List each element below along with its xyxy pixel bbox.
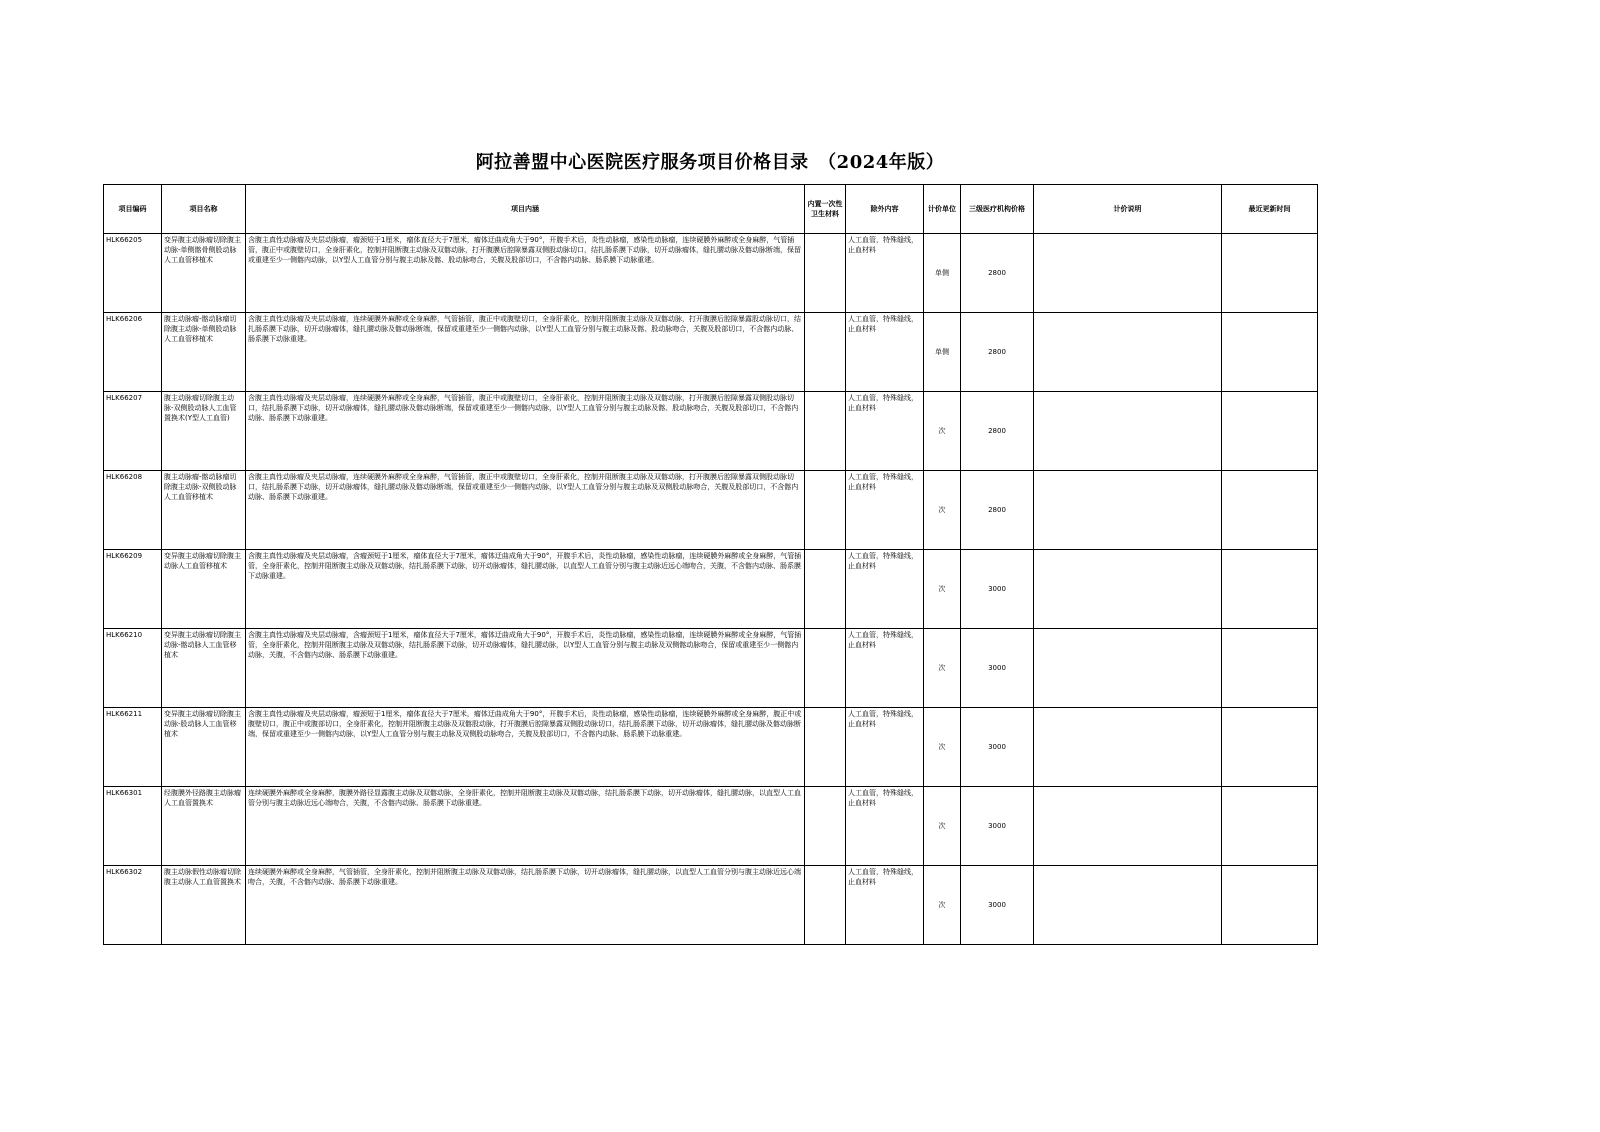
cell-material	[805, 866, 846, 945]
cell-material	[805, 629, 846, 708]
cell-except: 人工血管，特殊缝线，止血材料	[846, 234, 924, 313]
price-table	[103, 184, 1318, 945]
cell-except: 人工血管，特殊缝线，止血材料	[846, 708, 924, 787]
cell-updated	[1222, 708, 1318, 787]
cell-price: 2800	[961, 313, 1034, 392]
table-row	[104, 234, 1318, 313]
table-row	[104, 471, 1318, 550]
header-except: 除外内容	[846, 185, 924, 234]
document-title: 阿拉善盟中心医院医疗服务项目价格目录 （2024年版）	[475, 152, 945, 173]
cell-content: 含腹主真性动脉瘤及夹层动脉瘤，连续硬膜外麻醉或全身麻醉，气管插管，腹正中或腹壁切口，全身肝素化，控制并阻断腹主动脉及双髂动脉，打开腹膜后腔隙暴露双侧股动脉切口，结扎肠系膜下动脉，切开动脉瘤体，缝扎腰动脉及髂动脉断端，保留或重建至少一侧髂内动脉，以Y型人工血管分别与腹主动脉及双侧股动脉吻合，关腹及股部切口，不含髂内动脉、肠系膜下动脉重建。	[246, 471, 805, 550]
cell-unit: 单侧	[924, 234, 961, 313]
header-price: 三级医疗机构价格	[961, 185, 1034, 234]
cell-price: 3000	[961, 708, 1034, 787]
header-code: 项目编码	[104, 185, 162, 234]
cell-content: 含腹主真性动脉瘤及夹层动脉瘤，连续硬膜外麻醉或全身麻醉，气管插管，腹正中或腹壁切口，全身肝素化，控制并阻断腹主动脉及双髂动脉，打开腹膜后腔隙暴露股动脉切口，结扎肠系膜下动脉，切开动脉瘤体，缝扎腰动脉及髂动脉断端，保留或重建至少一侧髂内动脉，以Y型人工血管分别与腹主动脉及髂、股动脉吻合，关腹及股部切口，不含髂内动脉、肠系膜下动脉重建。	[246, 313, 805, 392]
cell-updated	[1222, 629, 1318, 708]
cell-note	[1034, 392, 1222, 471]
cell-name: 变异腹主动脉瘤切除腹主动脉-股动脉人工血管移植术	[162, 708, 246, 787]
cell-unit: 次	[924, 787, 961, 866]
cell-material	[805, 708, 846, 787]
cell-updated	[1222, 234, 1318, 313]
cell-name: 腹主动脉瘤切除腹主动脉-双侧股动脉人工血管置换术(Y型人工血管)	[162, 392, 246, 471]
cell-name: 腹主动脉瘤-髂动脉瘤切除腹主动脉-双侧股动脉人工血管移植术	[162, 471, 246, 550]
cell-note	[1034, 313, 1222, 392]
cell-material	[805, 313, 846, 392]
cell-unit: 次	[924, 629, 961, 708]
header-name: 项目名称	[162, 185, 246, 234]
cell-unit: 单侧	[924, 313, 961, 392]
cell-unit: 次	[924, 866, 961, 945]
cell-name: 经腹膜外径路腹主动脉瘤人工血管置换术	[162, 787, 246, 866]
header-content: 项目内涵	[246, 185, 805, 234]
cell-price: 3000	[961, 550, 1034, 629]
cell-updated	[1222, 866, 1318, 945]
cell-note	[1034, 234, 1222, 313]
table-row	[104, 629, 1318, 708]
cell-material	[805, 392, 846, 471]
cell-price: 2800	[961, 471, 1034, 550]
table-row	[104, 313, 1318, 392]
cell-note	[1034, 787, 1222, 866]
cell-material	[805, 787, 846, 866]
cell-except: 人工血管，特殊缝线，止血材料	[846, 471, 924, 550]
table-row	[104, 708, 1318, 787]
cell-updated	[1222, 471, 1318, 550]
cell-code: HLK66301	[104, 787, 162, 866]
cell-content: 连续硬膜外麻醉或全身麻醉，气管插管，全身肝素化，控制并阻断腹主动脉及双髂动脉，结扎肠系膜下动脉，切开动脉瘤体，缝扎腰动脉，以直型人工血管分别与腹主动脉近远心端吻合，关腹，不含髂内动脉、肠系膜下动脉重建。	[246, 866, 805, 945]
cell-material	[805, 550, 846, 629]
cell-except: 人工血管，特殊缝线，止血材料	[846, 313, 924, 392]
cell-name: 腹主动脉假性动脉瘤切除腹主动脉人工血管置换术	[162, 866, 246, 945]
cell-note	[1034, 471, 1222, 550]
cell-name: 腹主动脉瘤-髂动脉瘤切除腹主动脉-单侧股动脉人工血管移植术	[162, 313, 246, 392]
cell-content: 含腹主真性动脉瘤及夹层动脉瘤，瘤颈短于1厘米，瘤体直径大于7厘米，瘤体迂曲成角大于90°，开腹手术后，炎性动脉瘤，感染性动脉瘤，连续硬膜外麻醉或全身麻醉，腹正中或腹壁切口，腹正中或腹部切口，全身肝素化，控制并阻断腹主动脉及双髂股动脉，打开腹膜后腔隙暴露双侧股动脉切口，结扎肠系膜下动脉，切开动脉瘤体，缝扎腰动脉及髂动脉断端，保留或重建至少一侧髂内动脉，以Y型人工血管分别与腹主动脉及双侧股动脉吻合，关腹及股部切口，不含髂内动脉、肠系膜下动脉重建。	[246, 708, 805, 787]
cell-note	[1034, 550, 1222, 629]
table-row	[104, 550, 1318, 629]
table-row	[104, 866, 1318, 945]
cell-code: HLK66205	[104, 234, 162, 313]
cell-price: 3000	[961, 629, 1034, 708]
cell-code: HLK66211	[104, 708, 162, 787]
cell-unit: 次	[924, 550, 961, 629]
header-note: 计价说明	[1034, 185, 1222, 234]
cell-price: 3000	[961, 866, 1034, 945]
cell-code: HLK66206	[104, 313, 162, 392]
cell-unit: 次	[924, 471, 961, 550]
cell-content: 含腹主真性动脉瘤及夹层动脉瘤，含瘤颈短于1厘米，瘤体直径大于7厘米，瘤体迂曲成角大于90°，开腹手术后，炎性动脉瘤，感染性动脉瘤，连续硬膜外麻醉或全身麻醉，气管插管，全身肝素化，控制并阻断腹主动脉及双髂动脉，结扎肠系膜下动脉，切开动脉瘤体，缝扎腰动脉，以Y型人工血管分别与腹主动脉及双侧髂动脉吻合，保留或重建至少一侧髂内动脉，关腹，不含髂内动脉、肠系膜下动脉重建。	[246, 629, 805, 708]
cell-except: 人工血管，特殊缝线，止血材料	[846, 866, 924, 945]
cell-updated	[1222, 392, 1318, 471]
cell-code: HLK66207	[104, 392, 162, 471]
cell-price: 2800	[961, 392, 1034, 471]
cell-except: 人工血管，特殊缝线，止血材料	[846, 550, 924, 629]
cell-price: 3000	[961, 787, 1034, 866]
cell-content: 含腹主真性动脉瘤及夹层动脉瘤，瘤颈短于1厘米，瘤体直径大于7厘米，瘤体迂曲成角大于90°，开腹手术后，炎性动脉瘤，感染性动脉瘤，连续硬膜外麻醉或全身麻醉，气管插管，腹正中或腹壁切口，全身肝素化，控制并阻断腹主动脉及双髂动脉，打开腹膜后腔隙暴露双侧股动脉切口，结扎肠系膜下动脉，切开动脉瘤体，缝扎腰动脉及髂动脉断端，保留或重建至少一侧髂内动脉，以Y型人工血管分别与腹主动脉及髂、股动脉吻合，关腹及股部切口，不含髂内动脉、肠系膜下动脉重建。	[246, 234, 805, 313]
cell-note	[1034, 629, 1222, 708]
cell-code: HLK66210	[104, 629, 162, 708]
cell-content: 含腹主真性动脉瘤及夹层动脉瘤，连续硬膜外麻醉或全身麻醉，气管插管，腹正中或腹壁切口，全身肝素化，控制并阻断腹主动脉及双髂动脉，打开腹膜后腔隙暴露双侧股动脉切口，结扎肠系膜下动脉，切开动脉瘤体，缝扎腰动脉及髂动脉断端，保留或重建至少一侧髂内动脉，以Y型人工血管分别与腹主动脉及髂、股动脉吻合，关腹及股部切口，不含髂内动脉、肠系膜下动脉重建。	[246, 392, 805, 471]
cell-code: HLK66208	[104, 471, 162, 550]
cell-content: 连续硬膜外麻醉或全身麻醉，腹膜外路径显露腹主动脉及双髂动脉，全身肝素化，控制并阻断腹主动脉及双髂动脉，结扎肠系膜下动脉，切开动脉瘤体，缝扎腰动脉，以直型人工血管分别与腹主动脉近远心端吻合，关腹，不含髂内动脉、肠系膜下动脉重建。	[246, 787, 805, 866]
cell-note	[1034, 708, 1222, 787]
cell-updated	[1222, 313, 1318, 392]
cell-name: 变异腹主动脉瘤切除腹主动脉人工血管移植术	[162, 550, 246, 629]
cell-code: HLK66209	[104, 550, 162, 629]
cell-unit: 次	[924, 392, 961, 471]
cell-material	[805, 471, 846, 550]
cell-except: 人工血管，特殊缝线，止血材料	[846, 629, 924, 708]
table-row	[104, 787, 1318, 866]
header-updated: 最近更新时间	[1222, 185, 1318, 234]
cell-content: 含腹主真性动脉瘤及夹层动脉瘤，含瘤颈短于1厘米，瘤体直径大于7厘米，瘤体迂曲成角大于90°，开腹手术后，炎性动脉瘤，感染性动脉瘤，连续硬膜外麻醉或全身麻醉，气管插管，全身肝素化，控制并阻断腹主动脉及双髂动脉，结扎肠系膜下动脉，切开动脉瘤体，缝扎腰动脉，以直型人工血管分别与腹主动脉近远心端吻合，关腹，不含髂内动脉、肠系膜下动脉重建。	[246, 550, 805, 629]
table-row	[104, 392, 1318, 471]
header-unit: 计价单位	[924, 185, 961, 234]
cell-name: 变异腹主动脉瘤切除腹主动脉-髂动脉人工血管移植术	[162, 629, 246, 708]
cell-price: 2800	[961, 234, 1034, 313]
cell-updated	[1222, 550, 1318, 629]
cell-name: 变异腹主动脉瘤切除腹主动脉-单侧髂骨侧股动脉人工血管移植术	[162, 234, 246, 313]
cell-code: HLK66302	[104, 866, 162, 945]
cell-updated	[1222, 787, 1318, 866]
cell-except: 人工血管，特殊缝线，止血材料	[846, 392, 924, 471]
header-material: 内置一次性卫生材料	[805, 185, 846, 234]
header-row	[104, 185, 1318, 234]
cell-except: 人工血管，特殊缝线，止血材料	[846, 787, 924, 866]
cell-unit: 次	[924, 708, 961, 787]
cell-material	[805, 234, 846, 313]
cell-note	[1034, 866, 1222, 945]
